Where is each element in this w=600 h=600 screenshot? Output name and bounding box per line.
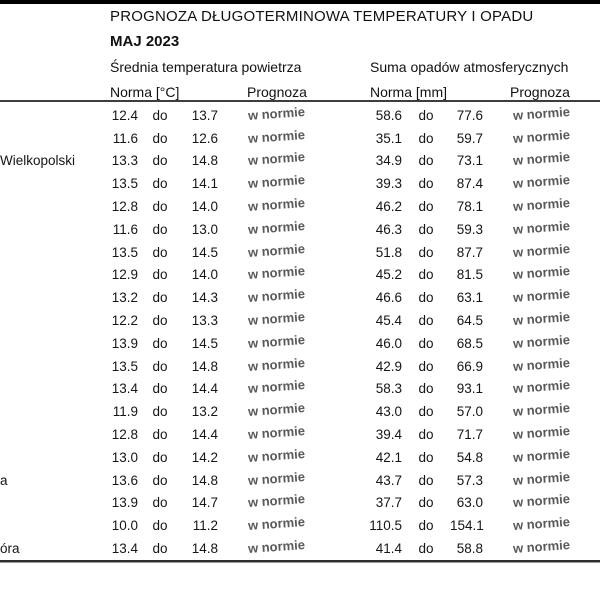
temp-norm-high: 14.5 <box>191 244 218 260</box>
temp-norm-high: 13.7 <box>191 107 218 123</box>
range-word: do <box>418 518 434 534</box>
precip-forecast <box>483 400 600 420</box>
precip-norm-high: 59.7 <box>456 130 483 146</box>
precip-norm-low: 39.3 <box>375 176 402 192</box>
precip-forecast <box>483 309 600 329</box>
range-word: do <box>418 267 434 283</box>
city-name: óra <box>0 541 20 557</box>
temp-norm-high: 14.8 <box>191 541 218 557</box>
table-row <box>0 537 600 560</box>
precipitation-section-header: Suma opadów atmosferycznych <box>370 59 569 75</box>
temp-norm-high: 14.0 <box>191 267 218 283</box>
range-word: do <box>418 381 434 397</box>
range-word: do <box>152 449 168 465</box>
precip-forecast-label: w normie <box>512 149 571 169</box>
precip-forecast-label: w normie <box>512 400 571 420</box>
precip-norm-low: 43.7 <box>375 472 402 488</box>
precip-norm-high: 73.1 <box>456 153 483 169</box>
range-word: do <box>152 472 168 488</box>
temp-forecast-label: w normie <box>247 195 306 215</box>
range-word: do <box>418 221 434 237</box>
precip-norm-low: 43.0 <box>375 404 402 420</box>
temp-forecast <box>218 491 360 511</box>
precip-norm-high: 57.0 <box>456 404 483 420</box>
temp-norm-low: 12.2 <box>111 313 138 329</box>
precip-norm-high: 87.7 <box>456 244 483 260</box>
range-word: do <box>152 335 168 351</box>
precip-norm-high: 54.8 <box>456 449 483 465</box>
precip-forecast-label: w normie <box>512 126 571 146</box>
precip-forecast-label: w normie <box>512 286 571 306</box>
precip-norm-low: 45.4 <box>375 313 402 329</box>
table-row <box>0 378 600 401</box>
precip-forecast <box>483 423 600 443</box>
range-word: do <box>152 267 168 283</box>
temp-norm-high: 14.2 <box>191 449 218 465</box>
precip-forecast-label: w normie <box>512 309 571 329</box>
temp-norm-low: 13.5 <box>111 176 138 192</box>
precip-forecast-label: w normie <box>512 354 571 374</box>
precip-forecast <box>483 149 600 169</box>
temp-forecast-label: w normie <box>247 309 306 329</box>
precip-forecast <box>483 240 600 260</box>
temp-forecast <box>218 217 360 237</box>
table-row <box>0 172 600 195</box>
temp-norm-high: 14.1 <box>191 176 218 192</box>
temp-norm-low: 13.3 <box>111 153 138 169</box>
top-border-rule <box>0 0 600 4</box>
temp-forecast <box>218 126 360 146</box>
temp-forecast <box>218 514 360 534</box>
temp-norm-low: 11.9 <box>112 404 138 420</box>
temp-forecast-label: w normie <box>247 400 306 420</box>
precip-forecast-label: w normie <box>512 103 571 123</box>
range-word: do <box>418 495 434 511</box>
precip-forecast <box>483 126 600 146</box>
range-word: do <box>152 313 168 329</box>
precip-norm-high: 71.7 <box>456 427 483 443</box>
temp-forecast <box>218 377 360 397</box>
precip-norm-low: 35.1 <box>375 130 402 146</box>
bottom-border-rule <box>0 560 600 562</box>
range-word: do <box>152 541 168 557</box>
precip-forecast-label: w normie <box>512 491 571 511</box>
precip-norm-high: 59.3 <box>456 221 483 237</box>
range-word: do <box>152 427 168 443</box>
precip-norm-high: 93.1 <box>456 381 483 397</box>
temp-forecast <box>218 400 360 420</box>
temp-norm-low: 10.0 <box>111 518 138 534</box>
precip-norm-low: 46.6 <box>375 290 402 306</box>
temp-norm-low: 13.2 <box>111 290 138 306</box>
temp-forecast <box>218 331 360 351</box>
table-row <box>0 423 600 446</box>
precip-norm-high: 154.1 <box>450 518 484 534</box>
precip-norm-low: 51.8 <box>375 244 402 260</box>
temp-forecast-label: w normie <box>247 537 306 557</box>
precip-forecast-label: w normie <box>512 172 571 192</box>
precip-norm-high: 68.5 <box>456 335 483 351</box>
temp-norm-high: 14.8 <box>191 153 218 169</box>
precipitation-forecast-header: Prognoza <box>510 84 570 100</box>
temp-forecast <box>218 445 360 465</box>
range-word: do <box>152 199 168 215</box>
temp-norm-high: 14.0 <box>191 199 218 215</box>
precip-forecast <box>483 445 600 465</box>
precip-norm-low: 41.4 <box>375 541 402 557</box>
table-row <box>0 150 600 173</box>
temp-forecast-label: w normie <box>247 514 306 534</box>
temp-norm-high: 14.4 <box>191 427 218 443</box>
table-row <box>0 104 600 127</box>
range-word: do <box>418 313 434 329</box>
temp-forecast <box>218 172 360 192</box>
range-word: do <box>418 427 434 443</box>
temp-norm-low: 13.9 <box>111 495 138 511</box>
precip-norm-low: 39.4 <box>375 427 402 443</box>
temp-forecast <box>218 240 360 260</box>
precip-norm-high: 58.8 <box>456 541 483 557</box>
precip-forecast <box>483 103 600 123</box>
range-word: do <box>152 404 168 420</box>
temp-norm-low: 13.5 <box>111 244 138 260</box>
table-row <box>0 264 600 287</box>
temperature-norm-header: Norma [°C] <box>110 84 180 100</box>
precip-forecast-label: w normie <box>512 263 571 283</box>
table-row <box>0 309 600 332</box>
precip-forecast-label: w normie <box>512 468 571 488</box>
precip-forecast-label: w normie <box>512 240 571 260</box>
temp-forecast-label: w normie <box>247 377 306 397</box>
temp-norm-high: 13.3 <box>191 313 218 329</box>
temp-norm-high: 13.0 <box>191 221 218 237</box>
precip-norm-high: 63.0 <box>456 495 483 511</box>
precip-norm-low: 45.2 <box>375 267 402 283</box>
range-word: do <box>152 107 168 123</box>
range-word: do <box>418 541 434 557</box>
temp-norm-low: 12.8 <box>111 199 138 215</box>
precip-forecast <box>483 354 600 374</box>
precip-forecast <box>483 331 600 351</box>
temp-norm-low: 11.6 <box>112 221 138 237</box>
temp-norm-high: 14.3 <box>191 290 218 306</box>
temp-forecast-label: w normie <box>247 445 306 465</box>
range-word: do <box>418 176 434 192</box>
precip-norm-low: 42.1 <box>375 449 402 465</box>
range-word: do <box>152 244 168 260</box>
temp-forecast <box>218 468 360 488</box>
precip-norm-low: 110.5 <box>369 518 402 534</box>
range-word: do <box>152 221 168 237</box>
temp-forecast-label: w normie <box>247 286 306 306</box>
range-word: do <box>418 449 434 465</box>
temp-forecast-label: w normie <box>247 491 306 511</box>
range-word: do <box>152 381 168 397</box>
precip-norm-high: 64.5 <box>456 313 483 329</box>
temp-norm-low: 12.4 <box>111 107 138 123</box>
page-title: PROGNOZA DŁUGOTERMINOWA TEMPERATURY I OPADU <box>110 8 534 25</box>
temp-norm-high: 14.8 <box>191 358 218 374</box>
header-separator-rule <box>0 100 600 102</box>
table-row <box>0 400 600 423</box>
precip-norm-high: 87.4 <box>456 176 483 192</box>
table-row <box>0 127 600 150</box>
precip-forecast <box>483 195 600 215</box>
precip-norm-low: 58.3 <box>375 381 402 397</box>
temp-forecast <box>218 354 360 374</box>
temperature-section-header: Średnia temperatura powietrza <box>110 59 302 75</box>
temp-norm-high: 12.6 <box>191 130 218 146</box>
temp-forecast-label: w normie <box>247 468 306 488</box>
precip-forecast <box>483 263 600 283</box>
table-row <box>0 492 600 515</box>
precip-forecast-label: w normie <box>512 217 571 237</box>
precip-norm-low: 37.7 <box>375 495 402 511</box>
precip-norm-high: 78.1 <box>456 199 483 215</box>
precip-forecast-label: w normie <box>512 445 571 465</box>
range-word: do <box>418 199 434 215</box>
precip-norm-low: 46.3 <box>375 221 402 237</box>
temp-forecast <box>218 286 360 306</box>
temp-norm-high: 14.8 <box>191 472 218 488</box>
range-word: do <box>152 290 168 306</box>
table-row <box>0 195 600 218</box>
period-subtitle: MAJ 2023 <box>110 33 180 50</box>
range-word: do <box>418 358 434 374</box>
city-name: a <box>0 472 8 488</box>
table-row <box>0 286 600 309</box>
temp-forecast-label: w normie <box>247 331 306 351</box>
temp-norm-high: 11.2 <box>192 518 218 534</box>
temp-forecast <box>218 537 360 557</box>
temp-norm-high: 14.4 <box>191 381 218 397</box>
precip-forecast <box>483 491 600 511</box>
range-word: do <box>418 107 434 123</box>
city-name: Wielkopolski <box>0 153 76 169</box>
temp-forecast <box>218 423 360 443</box>
range-word: do <box>152 358 168 374</box>
temp-forecast-label: w normie <box>247 126 306 146</box>
temp-norm-low: 12.9 <box>111 267 138 283</box>
precip-forecast-label: w normie <box>512 537 571 557</box>
temp-forecast-label: w normie <box>247 217 306 237</box>
temp-forecast-label: w normie <box>247 103 306 123</box>
precip-norm-low: 46.2 <box>375 199 402 215</box>
table-row <box>0 218 600 241</box>
range-word: do <box>418 244 434 260</box>
temp-forecast <box>218 195 360 215</box>
precip-norm-high: 81.5 <box>456 267 483 283</box>
temp-forecast-label: w normie <box>247 240 306 260</box>
temp-norm-low: 13.4 <box>111 541 138 557</box>
temperature-forecast-header: Prognoza <box>247 84 307 100</box>
range-word: do <box>418 153 434 169</box>
precip-forecast-label: w normie <box>512 423 571 443</box>
temp-forecast-label: w normie <box>247 172 306 192</box>
precip-norm-high: 57.3 <box>456 472 483 488</box>
temp-forecast-label: w normie <box>247 149 306 169</box>
precip-norm-low: 46.0 <box>375 335 402 351</box>
temp-norm-low: 13.4 <box>111 381 138 397</box>
range-word: do <box>152 518 168 534</box>
temp-forecast-label: w normie <box>247 263 306 283</box>
temp-norm-low: 13.5 <box>111 358 138 374</box>
temp-norm-low: 13.9 <box>111 335 138 351</box>
temp-forecast-label: w normie <box>247 423 306 443</box>
precip-norm-low: 42.9 <box>375 358 402 374</box>
temp-norm-low: 11.6 <box>112 130 138 146</box>
precip-forecast <box>483 537 600 557</box>
temp-norm-low: 12.8 <box>111 427 138 443</box>
temp-norm-high: 13.2 <box>191 404 218 420</box>
table-row <box>0 332 600 355</box>
temp-forecast-label: w normie <box>247 354 306 374</box>
temp-norm-low: 13.6 <box>111 472 138 488</box>
precip-norm-high: 63.1 <box>456 290 483 306</box>
precip-forecast-label: w normie <box>512 514 571 534</box>
range-word: do <box>152 153 168 169</box>
precip-forecast <box>483 377 600 397</box>
range-word: do <box>418 130 434 146</box>
precip-forecast <box>483 217 600 237</box>
precip-forecast <box>483 468 600 488</box>
temp-forecast <box>218 149 360 169</box>
range-word: do <box>418 335 434 351</box>
range-word: do <box>418 404 434 420</box>
temp-forecast <box>218 309 360 329</box>
range-word: do <box>152 130 168 146</box>
precip-forecast <box>483 514 600 534</box>
precipitation-norm-header: Norma [mm] <box>370 84 447 100</box>
precip-norm-low: 58.6 <box>375 107 402 123</box>
temp-forecast <box>218 103 360 123</box>
precip-norm-high: 66.9 <box>456 358 483 374</box>
temp-norm-high: 14.7 <box>191 495 218 511</box>
precip-norm-high: 77.6 <box>456 107 483 123</box>
table-row <box>0 514 600 537</box>
range-word: do <box>418 290 434 306</box>
precip-forecast <box>483 172 600 192</box>
table-body <box>0 104 600 560</box>
precip-forecast <box>483 286 600 306</box>
table-row <box>0 241 600 264</box>
precip-forecast-label: w normie <box>512 195 571 215</box>
precip-norm-low: 34.9 <box>375 153 402 169</box>
temp-forecast <box>218 263 360 283</box>
temp-norm-low: 13.0 <box>111 449 138 465</box>
table-row <box>0 355 600 378</box>
temp-norm-high: 14.5 <box>191 335 218 351</box>
range-word: do <box>152 495 168 511</box>
table-row <box>0 446 600 469</box>
table-row <box>0 469 600 492</box>
precip-forecast-label: w normie <box>512 331 571 351</box>
precip-forecast-label: w normie <box>512 377 571 397</box>
range-word: do <box>418 472 434 488</box>
range-word: do <box>152 176 168 192</box>
